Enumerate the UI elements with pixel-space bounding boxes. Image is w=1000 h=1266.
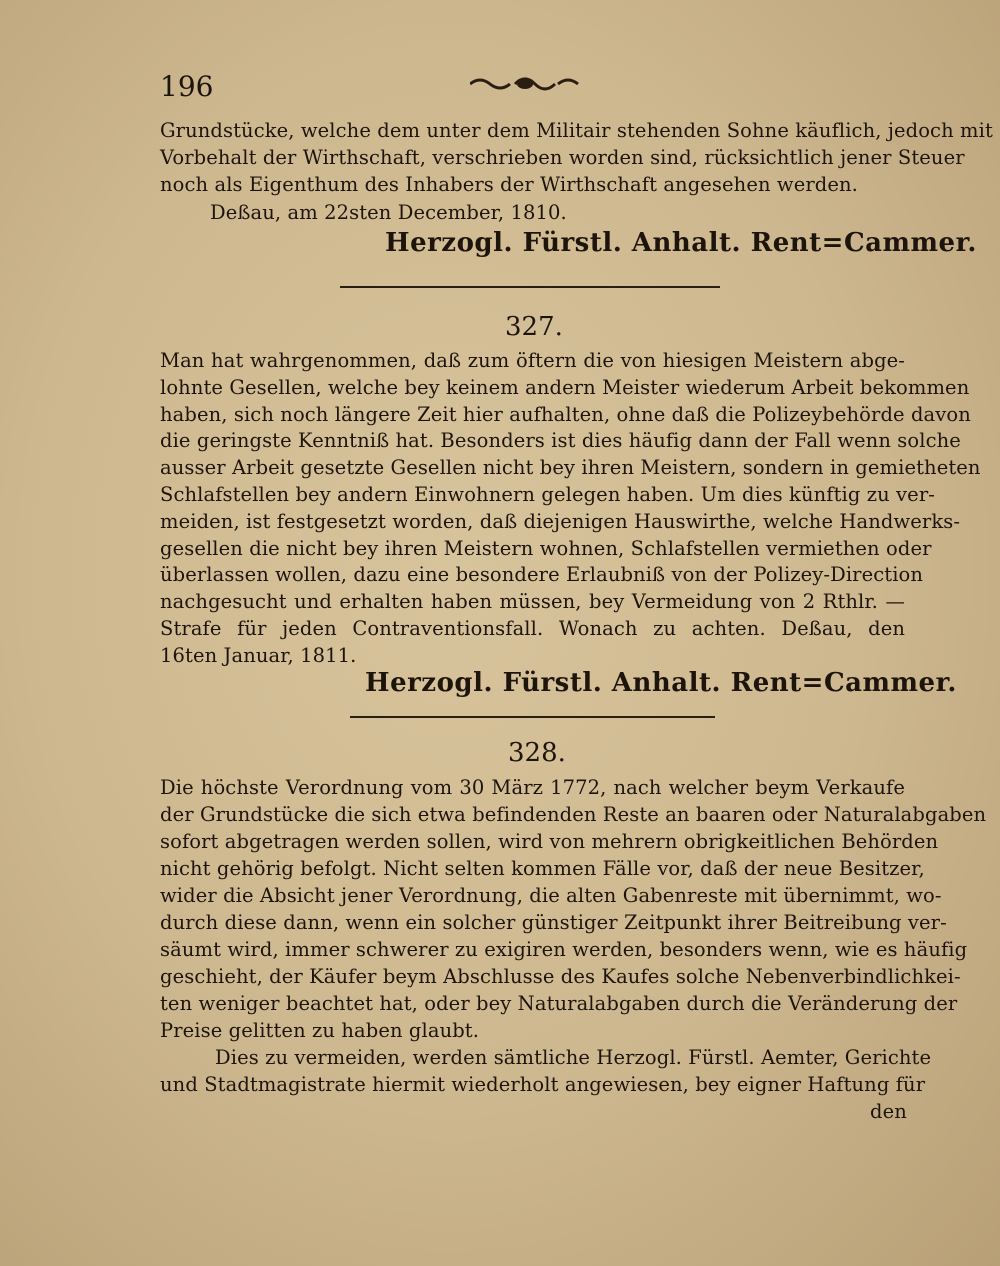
section-number: 328. [508,738,566,768]
date-line: Deßau, am 22sten December, 1810. [210,201,567,224]
text-line: Dies zu vermeiden, werden sämtliche Herzogl. Fürstl. Aemter, Gerichte [215,1046,932,1069]
section-divider [340,286,720,288]
text-line: noch als Eigenthum des Inhabers der Wirthschaft angesehen werden. [160,173,858,196]
signature: Herzogl. Fürstl. Anhalt. Rent=Cammer. [385,228,977,258]
text-line: säumt wird, immer schwerer zu exigiren werden, besonders wenn, wie es häufig [160,938,968,961]
text-line: und Stadtmagistrate hiermit wiederholt angewiesen, bey eigner Haftung für [160,1073,926,1096]
text-line: sofort abgetragen werden sollen, wird von mehrern obrigkeitlichen Behörden [160,830,939,853]
header-ornament [470,74,580,94]
text-line: nicht gehörig befolgt. Nicht selten kommen Fälle vor, daß der neue Besitzer, [160,857,925,880]
text-line: wider die Absicht jener Verordnung, die alten Gabenreste mit übernimmt, wo- [160,884,942,907]
text-line: Die höchste Verordnung vom 30 März 1772, nach welcher beym Verkaufe [160,776,905,799]
catchword: den [870,1100,907,1123]
signature: Herzogl. Fürstl. Anhalt. Rent=Cammer. [365,668,957,698]
text-line: Preise gelitten zu haben glaubt. [160,1019,480,1042]
text-line: der Grundstücke die sich etwa befindenden Reste an baaren oder Naturalabgaben [160,803,987,826]
section-divider [350,716,715,718]
text-line: Man hat wahrgenommen, daß zum öftern die von hiesigen Meistern abge- [160,349,905,372]
text-line: Strafe für jeden Contraventionsfall. Wonach zu achten. Deßau, den [160,617,905,640]
text-line: Grundstücke, welche dem unter dem Militair stehenden Sohne käuflich, jedoch mit [160,119,993,142]
text-line: überlassen wollen, dazu eine besondere Erlaubniß von der Polizey-Direction [160,563,924,586]
text-line: meiden, ist festgesetzt worden, daß diejenigen Hauswirthe, welche Handwerks- [160,510,961,533]
text-line: nachgesucht und erhalten haben müssen, bey Vermeidung von 2 Rthlr. — [160,590,905,613]
text-line: die geringste Kenntniß hat. Besonders ist dies häufig dann der Fall wenn solche [160,429,961,452]
text-line: ten weniger beachtet hat, oder bey Naturalabgaben durch die Veränderung der [160,992,958,1015]
text-line: Schlafstellen bey andern Einwohnern gelegen haben. Um dies künftig zu ver- [160,483,935,506]
text-line: 16ten Januar, 1811. [160,644,357,667]
page-number: 196 [160,70,214,103]
section-number: 327. [505,312,563,342]
text-line: haben, sich noch längere Zeit hier aufhalten, ohne daß die Polizeybehörde davon [160,403,971,426]
text-line: durch diese dann, wenn ein solcher günstiger Zeitpunkt ihrer Beitreibung ver- [160,911,947,934]
text-line: gesellen die nicht bey ihren Meistern wohnen, Schlafstellen vermiethen oder [160,537,932,560]
text-line: Vorbehalt der Wirthschaft, verschrieben worden sind, rücksichtlich jener Steuer [160,146,965,169]
text-line: geschieht, der Käufer beym Abschlusse des Kaufes solche Nebenverbindlichkei- [160,965,961,988]
text-line: lohnte Gesellen, welche bey keinem andern Meister wiederum Arbeit bekommen [160,376,970,399]
text-line: ausser Arbeit gesetzte Gesellen nicht bey ihren Meistern, sondern in gemietheten [160,456,981,479]
